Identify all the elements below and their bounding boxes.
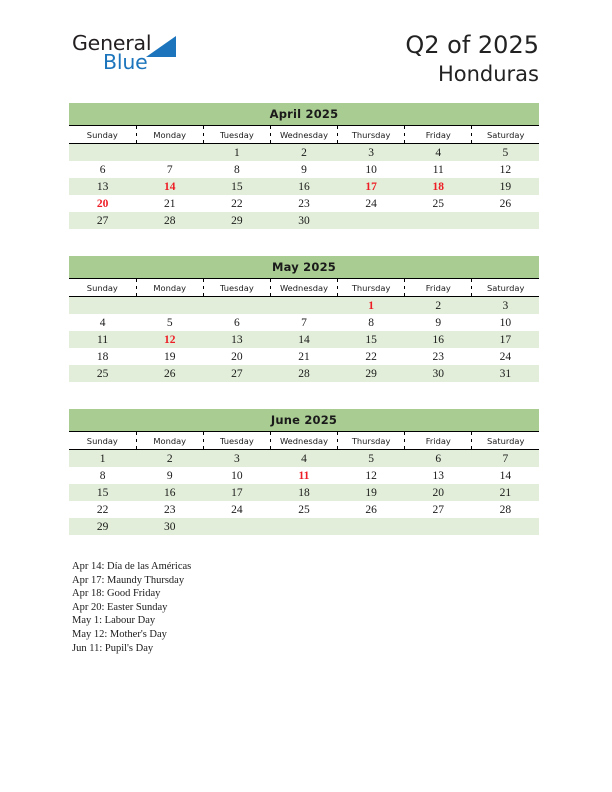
dayname-tuesday: Tuesday	[203, 432, 270, 450]
calendar-day-empty	[338, 212, 405, 229]
calendar-week-row	[69, 161, 539, 178]
calendar-title-row	[69, 103, 539, 126]
calendar-day[interactable]: 15	[69, 484, 136, 501]
calendar-day[interactable]: 7	[472, 450, 539, 468]
calendar-week-row	[69, 501, 539, 518]
dayname-tuesday: Tuesday	[203, 279, 270, 297]
dayname-thursday: Thursday	[338, 126, 405, 144]
calendar-day[interactable]: 14	[270, 331, 337, 348]
dayname-monday: Monday	[136, 432, 203, 450]
calendar-day[interactable]: 29	[203, 212, 270, 229]
dayname-sunday: Sunday	[69, 126, 136, 144]
calendar-day[interactable]: 10	[203, 467, 270, 484]
calendar-day-empty	[472, 518, 539, 535]
dayname-wednesday: Wednesday	[270, 126, 337, 144]
calendar-day[interactable]: 29	[69, 518, 136, 535]
calendar-dayname-row	[69, 432, 539, 450]
calendar-day[interactable]: 2	[136, 450, 203, 468]
legend-item: Apr 14: Día de las Américas	[72, 561, 192, 572]
calendar-week-row	[69, 195, 539, 212]
calendar-day[interactable]: 1	[69, 450, 136, 468]
calendar-day[interactable]: 19	[136, 348, 203, 365]
calendar-day[interactable]: 22	[69, 501, 136, 518]
calendar-day[interactable]: 9	[405, 314, 472, 331]
calendar-day[interactable]: 16	[270, 178, 337, 195]
dayname-saturday: Saturday	[472, 279, 539, 297]
calendar-day[interactable]: 25	[69, 365, 136, 382]
calendar-day[interactable]: 23	[405, 348, 472, 365]
calendar-day[interactable]: 24	[472, 348, 539, 365]
calendar-day-empty	[338, 518, 405, 535]
calendar-day[interactable]: 16	[136, 484, 203, 501]
calendar-day[interactable]: 23	[136, 501, 203, 518]
calendar-week-row	[69, 314, 539, 331]
calendar-day[interactable]: 10	[472, 314, 539, 331]
calendar-day[interactable]: 6	[405, 450, 472, 468]
calendar-week-row	[69, 144, 539, 162]
dayname-wednesday: Wednesday	[270, 432, 337, 450]
calendar-day[interactable]: 26	[338, 501, 405, 518]
calendar-day[interactable]: 20	[405, 484, 472, 501]
calendar-week-row	[69, 178, 539, 195]
calendar-day[interactable]: 12	[338, 467, 405, 484]
dayname-saturday: Saturday	[472, 126, 539, 144]
dayname-saturday: Saturday	[472, 432, 539, 450]
calendar-title: April 2025	[69, 103, 539, 126]
calendar-day[interactable]: 27	[405, 501, 472, 518]
dayname-friday: Friday	[405, 126, 472, 144]
legend-item: May 1: Labour Day	[72, 615, 156, 627]
dayname-monday: Monday	[136, 279, 203, 297]
calendar-day[interactable]: 27	[203, 365, 270, 382]
calendar-day[interactable]: 19	[338, 484, 405, 501]
legend-item: Apr 20: Easter Sunday	[72, 601, 168, 613]
calendar-day[interactable]: 15	[203, 178, 270, 195]
calendar-day-empty	[136, 297, 203, 315]
dayname-wednesday: Wednesday	[270, 279, 337, 297]
calendar-day-empty	[136, 144, 203, 162]
calendar-day[interactable]: 19	[472, 178, 539, 195]
calendar-title-row	[69, 256, 539, 279]
calendar-day-empty	[69, 297, 136, 315]
calendar-day[interactable]: 2	[405, 297, 472, 315]
calendar-day[interactable]: 21	[472, 484, 539, 501]
legend-item: Apr 17: Maundy Thursday	[72, 574, 185, 586]
calendar-day[interactable]: 14	[136, 178, 203, 195]
legend-item: Jun 11: Pupil's Day	[72, 642, 154, 654]
calendar-day[interactable]: 13	[405, 467, 472, 484]
calendar-day[interactable]: 7	[136, 161, 203, 178]
calendar-dayname-row	[69, 279, 539, 297]
calendar-day[interactable]: 4	[405, 144, 472, 162]
calendar-day[interactable]: 27	[69, 212, 136, 229]
calendar-day[interactable]: 24	[338, 195, 405, 212]
calendar-day[interactable]: 1	[338, 297, 405, 315]
calendar-day-empty	[405, 518, 472, 535]
calendar-day[interactable]: 25	[405, 195, 472, 212]
calendar-week-row	[69, 484, 539, 501]
calendar-day[interactable]: 18	[270, 484, 337, 501]
calendar-day-empty	[472, 212, 539, 229]
holiday-legend	[72, 560, 472, 655]
calendar-title-row	[69, 409, 539, 432]
calendar-week-row	[69, 212, 539, 229]
calendar-day[interactable]: 6	[203, 314, 270, 331]
calendar-day[interactable]: 30	[405, 365, 472, 382]
calendar-day[interactable]: 8	[203, 161, 270, 178]
calendar-day[interactable]: 17	[338, 178, 405, 195]
calendar-week-row	[69, 467, 539, 484]
calendar-day[interactable]: 31	[472, 365, 539, 382]
calendar-day[interactable]: 28	[270, 365, 337, 382]
calendar-april	[69, 103, 539, 229]
calendar-week-row	[69, 297, 539, 315]
dayname-friday: Friday	[405, 279, 472, 297]
calendar-day[interactable]: 6	[69, 161, 136, 178]
calendar-day[interactable]: 18	[69, 348, 136, 365]
page-title: Q2 of 2025	[405, 31, 539, 59]
calendar-day[interactable]: 17	[472, 331, 539, 348]
calendar-day[interactable]: 28	[136, 212, 203, 229]
calendar-day[interactable]: 8	[338, 314, 405, 331]
calendar-day[interactable]: 16	[405, 331, 472, 348]
calendar-day-empty	[405, 212, 472, 229]
calendar-day[interactable]: 22	[338, 348, 405, 365]
calendar-day[interactable]: 28	[472, 501, 539, 518]
calendar-day[interactable]: 18	[405, 178, 472, 195]
calendar-day[interactable]: 14	[472, 467, 539, 484]
calendar-title: June 2025	[69, 409, 539, 432]
calendar-day[interactable]: 21	[270, 348, 337, 365]
calendar-day[interactable]: 20	[69, 195, 136, 212]
calendar-week-row	[69, 331, 539, 348]
calendar-day[interactable]: 22	[203, 195, 270, 212]
calendar-day[interactable]: 30	[136, 518, 203, 535]
calendar-day-empty	[270, 518, 337, 535]
calendar-day[interactable]: 9	[136, 467, 203, 484]
brand-name-blue: Blue	[103, 50, 148, 74]
dayname-sunday: Sunday	[69, 279, 136, 297]
calendar-day[interactable]: 7	[270, 314, 337, 331]
calendar-day[interactable]: 17	[203, 484, 270, 501]
calendar-day[interactable]: 2	[270, 144, 337, 162]
calendar-day[interactable]: 24	[203, 501, 270, 518]
calendar-title: May 2025	[69, 256, 539, 279]
calendar-day[interactable]: 21	[136, 195, 203, 212]
brand-triangle-icon	[146, 36, 176, 57]
calendar-day[interactable]: 12	[472, 161, 539, 178]
calendar-day[interactable]: 3	[472, 297, 539, 315]
calendar-day[interactable]: 13	[69, 178, 136, 195]
calendar-day[interactable]: 10	[338, 161, 405, 178]
calendar-day[interactable]: 23	[270, 195, 337, 212]
calendar-day[interactable]: 30	[270, 212, 337, 229]
calendar-day[interactable]: 9	[270, 161, 337, 178]
calendar-day[interactable]: 20	[203, 348, 270, 365]
page-header	[0, 0, 612, 100]
legend-item: Apr 18: Good Friday	[72, 588, 161, 600]
calendar-june	[69, 409, 539, 535]
calendar-day[interactable]: 4	[69, 314, 136, 331]
calendar-day[interactable]: 5	[136, 314, 203, 331]
calendar-day-empty	[203, 297, 270, 315]
calendar-day[interactable]: 15	[338, 331, 405, 348]
calendar-day[interactable]: 3	[338, 144, 405, 162]
page-title-block	[405, 30, 539, 88]
calendar-day[interactable]: 25	[270, 501, 337, 518]
page-subtitle: Honduras	[437, 62, 539, 86]
dayname-tuesday: Tuesday	[203, 126, 270, 144]
calendar-week-row	[69, 365, 539, 382]
dayname-monday: Monday	[136, 126, 203, 144]
calendar-day[interactable]: 1	[203, 144, 270, 162]
calendar-day[interactable]: 8	[69, 467, 136, 484]
calendar-day[interactable]: 26	[136, 365, 203, 382]
calendar-week-row	[69, 518, 539, 535]
calendar-day[interactable]: 5	[338, 450, 405, 468]
legend-item: May 12: Mother's Day	[72, 628, 167, 640]
dayname-friday: Friday	[405, 432, 472, 450]
dayname-sunday: Sunday	[69, 432, 136, 450]
calendar-day-empty	[203, 518, 270, 535]
brand-name-general: General	[72, 31, 152, 55]
calendar-day[interactable]: 4	[270, 450, 337, 468]
calendar-may	[69, 256, 539, 382]
calendar-week-row	[69, 450, 539, 468]
calendar-day[interactable]: 29	[338, 365, 405, 382]
calendar-dayname-row	[69, 126, 539, 144]
calendar-day[interactable]: 13	[203, 331, 270, 348]
calendar-day[interactable]: 3	[203, 450, 270, 468]
dayname-thursday: Thursday	[338, 432, 405, 450]
calendar-day[interactable]: 11	[69, 331, 136, 348]
calendar-day[interactable]: 11	[405, 161, 472, 178]
dayname-thursday: Thursday	[338, 279, 405, 297]
calendar-day[interactable]: 11	[270, 467, 337, 484]
calendar-day[interactable]: 5	[472, 144, 539, 162]
calendar-week-row	[69, 348, 539, 365]
calendar-day[interactable]: 12	[136, 331, 203, 348]
calendar-day-empty	[69, 144, 136, 162]
calendar-day-empty	[270, 297, 337, 315]
calendar-day[interactable]: 26	[472, 195, 539, 212]
brand-logo	[72, 33, 252, 85]
